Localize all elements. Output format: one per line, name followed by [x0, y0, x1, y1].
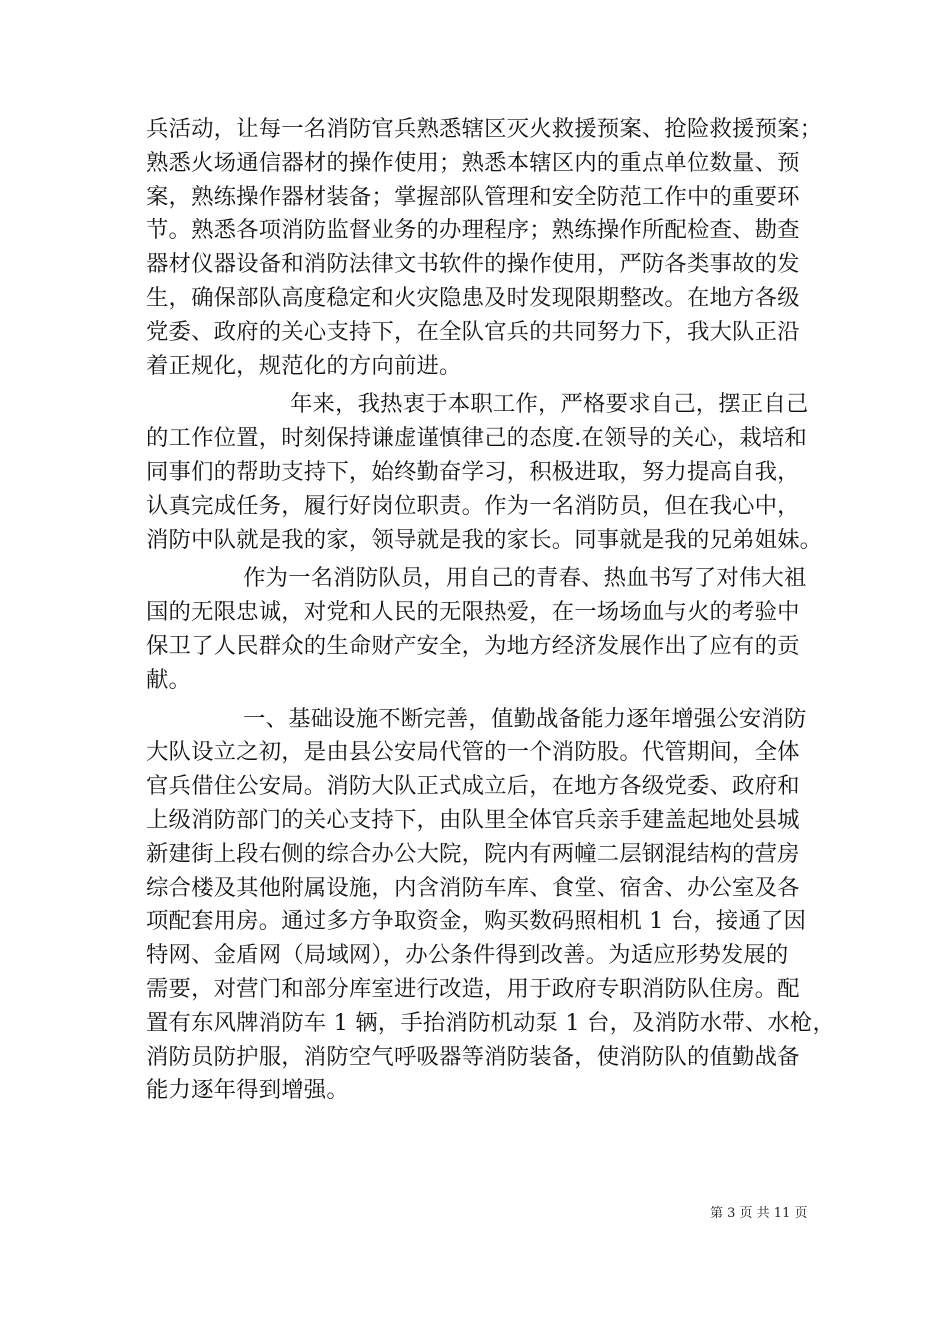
text-line: 同事们的帮助支持下，始终勤奋学习，积极进取，努力提高自我，	[146, 459, 800, 485]
text-line: 的工作位置，时刻保持谦虚谨慎律己的态度.在领导的关心，栽培和	[146, 425, 807, 452]
text-line: 国的无限忠诚，对党和人民的无限热爱，在一场场血与火的考验中	[146, 599, 800, 626]
text-line: 节。熟悉各项消防监督业务的办理程序；熟练操作所配检查、勘查	[146, 217, 800, 244]
text-line: 生，确保部队高度稳定和火灾隐患及时发现限期整改。在地方各级	[146, 285, 800, 311]
text-line: 认真完成任务，履行好岗位职责。作为一名消防员，但在我心中，	[146, 492, 800, 519]
text-line: 特网、金盾网（局域网），办公条件得到改善。为适应形势发展的	[146, 942, 789, 969]
text-line: 着正规化，规范化的方向前进。	[146, 352, 462, 379]
text-line: 新建街上段右侧的综合办公大院，院内有两幢二层钢混结构的营房	[146, 840, 800, 867]
text-line: 器材仪器设备和消防法律文书软件的操作使用，严防各类事故的发	[146, 251, 800, 278]
text-line: 综合楼及其他附属设施，内含消防车库、食堂、宿舍、办公室及各	[146, 874, 800, 901]
paragraph-start-line: 年来，我热衷于本职工作，严格要求自己，摆正自己	[290, 391, 809, 418]
text-line: 官兵借住公安局。消防大队正式成立后，在地方各级党委、政府和	[146, 773, 800, 800]
paragraph-start-line: 作为一名消防队员，用自己的青春、热血书写了对伟大祖	[243, 565, 807, 592]
text-line: 能力逐年得到增强。	[146, 1077, 349, 1104]
text-line: 案，熟练操作器材装备；掌握部队管理和安全防范工作中的重要环	[146, 183, 800, 210]
page-number-footer: 第 3 页 共 11 页	[710, 1206, 808, 1221]
text-line: 项配套用房。通过多方争取资金，购买数码照相机 1 台，接通了因	[146, 908, 807, 935]
text-line: 献。	[146, 666, 192, 693]
text-line: 兵活动，让每一名消防官兵熟悉辖区灭火救援预案、抢险救援预案；	[146, 116, 823, 142]
text-line: 保卫了人民群众的生命财产安全，为地方经济发展作出了应有的贡	[146, 633, 800, 659]
text-line: 消防员防护服，消防空气呼吸器等消防装备，使消防队的值勤战备	[146, 1043, 800, 1070]
text-line: 党委、政府的关心支持下，在全队官兵的共同努力下，我大队正沿	[146, 318, 800, 345]
text-line: 置有东风牌消防车 1 辆，手抬消防机动泵 1 台，及消防水带、水枪，	[146, 1009, 835, 1036]
text-line: 需要，对营门和部分库室进行改造，用于政府专职消防队住房。配	[146, 976, 800, 1002]
text-line: 大队设立之初，是由县公安局代管的一个消防股。代管期间，全体	[146, 739, 800, 766]
section-heading-line: 一、基础设施不断完善，值勤战备能力逐年增强公安消防	[243, 705, 807, 732]
text-line: 熟悉火场通信器材的操作使用；熟悉本辖区内的重点单位数量、预	[146, 149, 800, 176]
text-line: 上级消防部门的关心支持下，由队里全体官兵亲手建盖起地处县城	[146, 807, 800, 833]
text-line: 消防中队就是我的家，领导就是我的家长。同事就是我的兄弟姐妹。	[146, 526, 823, 553]
